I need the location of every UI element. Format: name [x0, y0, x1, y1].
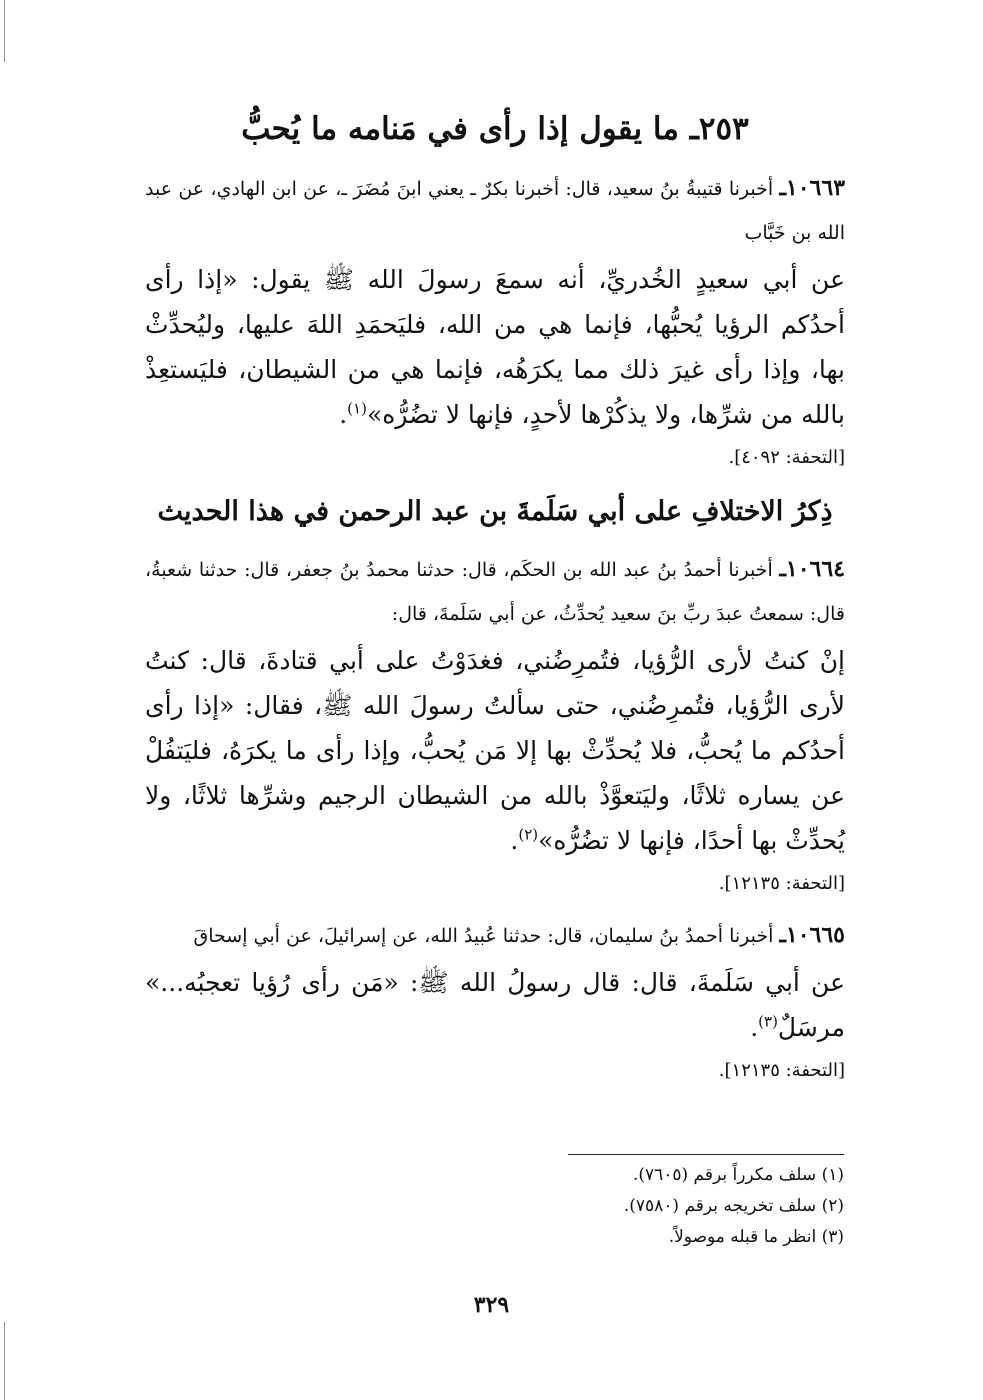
- hadith-header: [145, 166, 845, 255]
- chapter-title: ٢٥٣ـ ما يقول إذا رأى في مَنامه ما يُحبُّ: [241, 111, 749, 147]
- hadith-header: [145, 913, 845, 958]
- hadith-matn: عن أبي سعيدٍ الخُدريِّ، أنه سمعَ رسولَ الله ﷺ يقول: «إذا رأى أحدُكم الرؤيا يُحبُّها، فإنما هي من الله، فليَحمَدِ اللهَ عليها، وليُحدِّثْ بها، وإذا رأى غيرَ ذلك مما يكرَهُه، فإنما هي من الشيطان، فليَستعِذْ بالله من شرِّها، ولا يذكُرْها لأحدٍ، فإنها لا تضُرُّه»: [145, 265, 845, 429]
- page-content: [145, 104, 845, 1100]
- sentence-end: .: [339, 400, 348, 429]
- hadith-header: [145, 547, 845, 636]
- sentence-end: .: [510, 826, 519, 855]
- hadith-isnad: أخبرنا أحمدُ بنُ عبد الله بن الحكَم، قال: حدثنا محمدُ بنُ جعفر، قال: حدثنا شعبةُ، قال: سمعتُ عبدَ ربِّ بنَ سعيد يُحدِّثُ، عن أبي سَلَمةَ، قال:: [145, 559, 845, 625]
- footnote-3: (٣) انظر ما قبله موصولاً.: [668, 1227, 844, 1247]
- tuhfa-reference: [التحفة: ٤٠٩٢].: [728, 447, 845, 468]
- hadith-text: [145, 638, 845, 863]
- hadith-10664: [145, 547, 845, 899]
- footnotes: [520, 1160, 844, 1253]
- footnote-marker: (٢): [518, 825, 539, 844]
- hadith-number: ١٠٦٦٤ـ: [779, 556, 846, 582]
- footnote-1: (١) سلف مكرراً برقم (٧٦٠٥).: [632, 1165, 844, 1185]
- hadith-10663: [145, 166, 845, 473]
- footnote-separator: [568, 1154, 844, 1155]
- footnote-marker: (٣): [758, 1012, 778, 1031]
- page-number: ٣٢٩: [473, 1292, 510, 1318]
- tuhfa-reference: [التحفة: ١٢١٣٥].: [718, 873, 845, 894]
- hadith-text: [145, 960, 845, 1050]
- sentence-end: .: [750, 1013, 759, 1042]
- footnote-2: (٢) سلف تخريجه برقم (٧٥٨٠).: [623, 1196, 844, 1216]
- hadith-text: [145, 257, 845, 437]
- hadith-10665: [145, 913, 845, 1086]
- footnote-marker: (١): [347, 399, 367, 418]
- page-edge-mark-top: [4, 0, 5, 62]
- page-edge-mark-bottom: [4, 1322, 5, 1400]
- section-title: ذِكرُ الاختلافِ على أبي سَلَمةَ بن عبد الرحمن في هذا الحديث: [157, 496, 833, 527]
- hadith-number: ١٠٦٦٥ـ: [779, 922, 845, 948]
- hadith-isnad: أخبرنا قتيبةُ بنُ سعيد، قال: أخبرنا بكرٌ ـ يعني ابنَ مُضَرَ ـ، عن ابن الهادي، عن عبد الله بن خَبَّاب: [145, 178, 845, 244]
- hadith-isnad: أخبرنا أحمدُ بنُ سليمان، قال: حدثنا عُبيدُ الله، عن إسرائيلَ، عن أبي إسحاقَ: [193, 925, 774, 947]
- tuhfa-reference: [التحفة: ١٢١٣٥].: [718, 1060, 845, 1081]
- hadith-matn: عن أبي سَلَمةَ، قال: قال رسولُ الله ﷺ: «مَن رأى رُؤيا تعجبُه...» مرسَلٌ: [145, 968, 845, 1042]
- hadith-number: ١٠٦٦٣ـ: [779, 175, 846, 201]
- hadith-matn: إنْ كنتُ لأرى الرُّؤيا، فتُمرِضُني، فغدَوْتُ على أبي قتادةَ، قال: كنتُ لأرى الرُّؤيا، فتُمرِضُني، حتى سألتُ رسولَ الله ﷺ، فقال: «إذا رأى أحدُكم ما يُحبُّ، فلا يُحدِّثْ بها إلا مَن يُحبُّ، وإذا رأى ما يكرَهُ، فليَتفُلْ عن يساره ثلاثًا، وليَتعوَّذْ بالله من الشيطان الرجيم وشرِّها ثلاثًا، ولا يُحدِّثْ بها أحدًا، فإنها لا تضُرُّه»: [145, 646, 845, 855]
